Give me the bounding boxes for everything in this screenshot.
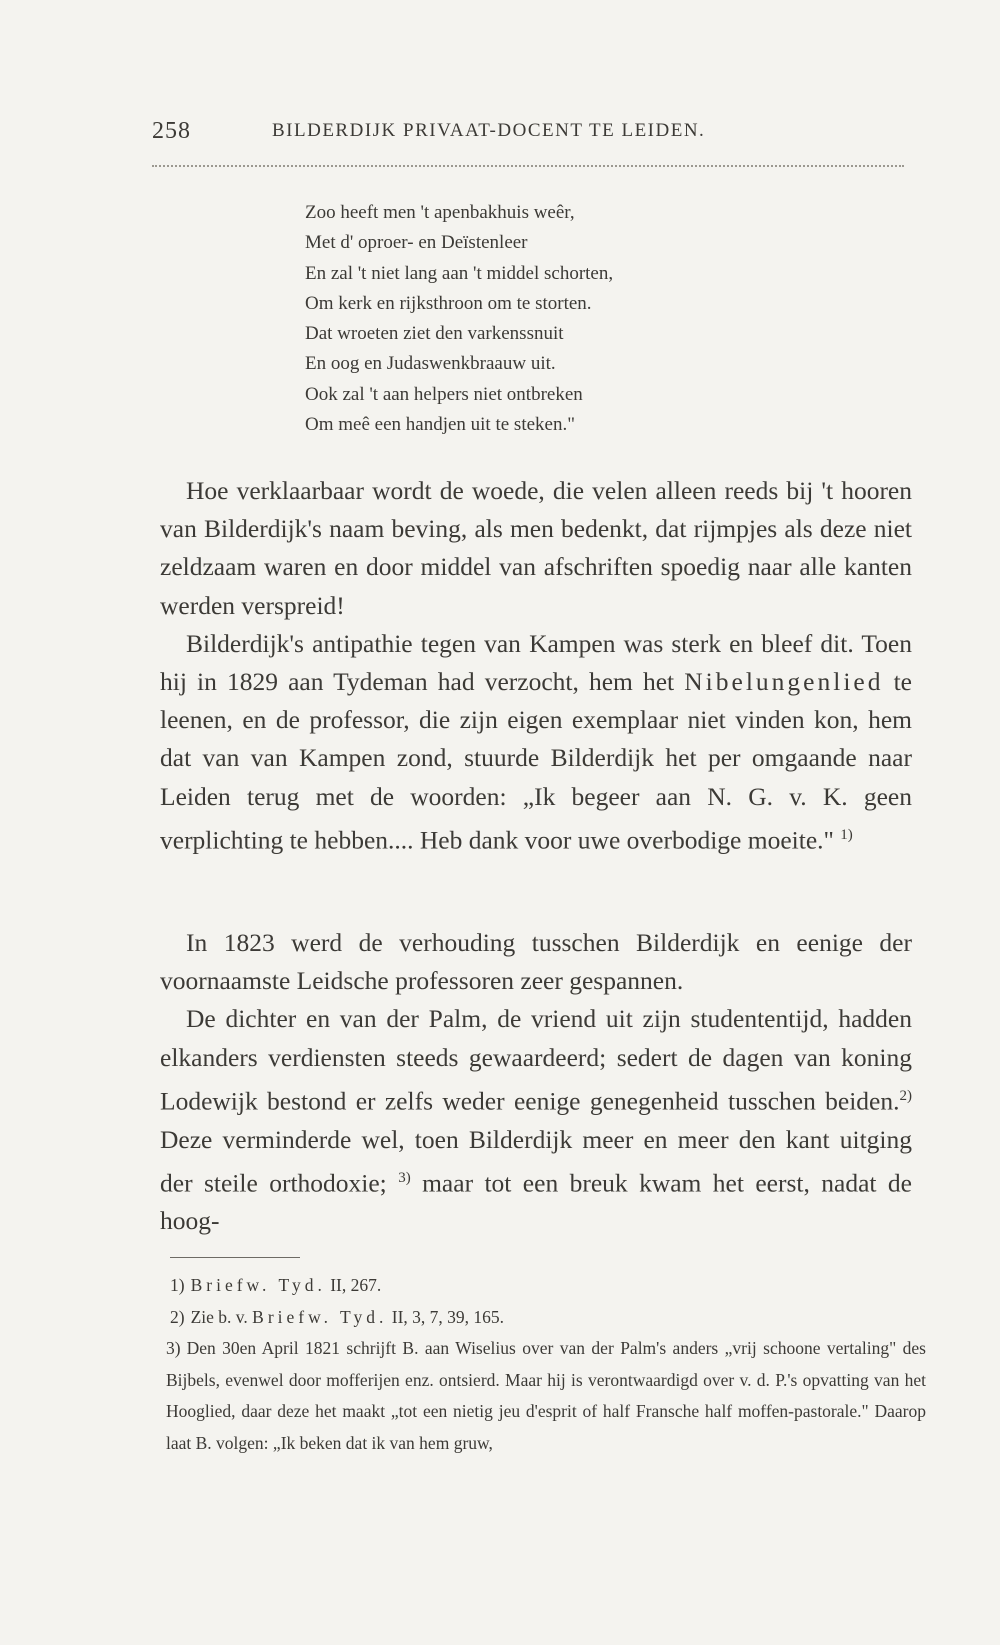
- page-number: 258: [152, 118, 191, 144]
- poem-line: Met d' oproer- en Deïstenleer: [305, 232, 528, 254]
- footnote-3: [166, 1333, 926, 1459]
- footnote-source: Briefw. Tyd.: [252, 1306, 388, 1327]
- paragraph-text: Hoe verklaarbaar wordt de woede, die velen alleen reeds bij 't hooren van Bilderdijk's naam beving, als men bedenkt, dat rijmpjes als deze niet zeldzaam waren en door middel van afschriften spoedig naar alle kanten werden verspreid!: [160, 476, 912, 620]
- footnote-ref-1: 1): [840, 826, 853, 843]
- paragraph-text: Bilderdijk's antipathie tegen van Kampen was sterk en bleef dit. Toen hij in 1829 aan Tydeman had verzocht, hem het: [160, 628, 912, 697]
- paragraph-1823: [160, 924, 912, 1000]
- footnote-1: [170, 1270, 930, 1302]
- paragraph-van-der-palm: [160, 1000, 912, 1240]
- footnote-text: Den 30en April 1821 schrijft B. aan Wiselius over van der Palm's anders „vrij schoone vertaling" des Bijbels, evenwel door mofferijen enz. ontsierd. Maar hij is verontwaardigd over v. d. P.'s opvatting van het Hooglied, daar deze het maakt „tot een nietig jeu d'esprit of half Fransche half moffen-pastorale." Daarop laat B. volgen: „Ik beken dat ik van hem gruw,: [166, 1338, 926, 1453]
- footnote-text: Zie b. v.: [190, 1306, 253, 1327]
- poem-line: Zoo heeft men 't apenbakhuis weêr,: [305, 202, 575, 223]
- body-section-2: [160, 924, 912, 1241]
- paragraph-antipathie: [160, 625, 912, 860]
- paragraph-text: In 1823 werd de verhouding tusschen Bilderdijk en eenige der voornaamste Leidsche professoren zeer gespannen.: [160, 928, 912, 996]
- footnote-number: 1): [170, 1275, 185, 1295]
- footnote-ref-3: 3): [398, 1169, 411, 1186]
- paragraph-text: De dichter en van der Palm, de vriend uit zijn studententijd, hadden elkanders verdiensten steeds gewaardeerd; sedert de dagen van koning Lodewijk bestond er zelfs weder eenige genegenheid tusschen beiden.: [160, 1004, 912, 1116]
- footnotes: [166, 1270, 930, 1459]
- header-rule: [152, 160, 904, 167]
- paragraph-text: Deze verminderde wel, toen Bilderdijk meer en meer den kant uitging der steile orthodoxie;: [160, 1124, 912, 1198]
- footnote-number: 2): [170, 1306, 185, 1327]
- footnote-text: II, 3, 7, 39, 165.: [387, 1306, 505, 1327]
- poem-line: En zal 't niet lang aan 't middel schorten,: [305, 262, 614, 284]
- poem-block: [305, 198, 785, 440]
- paragraph-text: maar tot een breuk kwam het eerst, nadat de hoog-: [160, 1168, 912, 1236]
- footnote-rule: [170, 1257, 300, 1258]
- poem-line: Om kerk en rijksthroon om te storten.: [305, 292, 592, 314]
- paragraph-text: te leenen, en de professor, die zijn eigen exemplaar niet vinden kon, hem dat van van Kampen zond, stuurde Bilderdijk het per omgaande naar Leiden terug met de woorden: „Ik begeer aan N. G. v. K. geen verplichting te hebben.... Heb dank voor uwe overbodige moeite.": [160, 667, 913, 855]
- footnote-text: II, 267.: [325, 1275, 382, 1295]
- poem-line: En oog en Judaswenkbraauw uit.: [305, 353, 556, 375]
- footnote-number: 3): [166, 1338, 181, 1358]
- body-section-1: [160, 472, 912, 860]
- poem-line: Om meê een handjen uit te steken.": [305, 414, 575, 436]
- paragraph-woede: [160, 472, 912, 625]
- running-title: BILDERDIJK PRIVAAT-DOCENT TE LEIDEN.: [272, 120, 706, 141]
- poem-line: Dat wroeten ziet den varkenssnuit: [305, 323, 564, 345]
- footnote-source: Briefw. Tyd.: [190, 1275, 326, 1295]
- poem-line: Ook zal 't aan helpers niet ontbreken: [305, 383, 583, 405]
- work-title-nibelungenlied: Nibelungenlied: [684, 667, 884, 697]
- footnote-ref-2: 2): [899, 1087, 912, 1104]
- footnote-2: [170, 1302, 930, 1334]
